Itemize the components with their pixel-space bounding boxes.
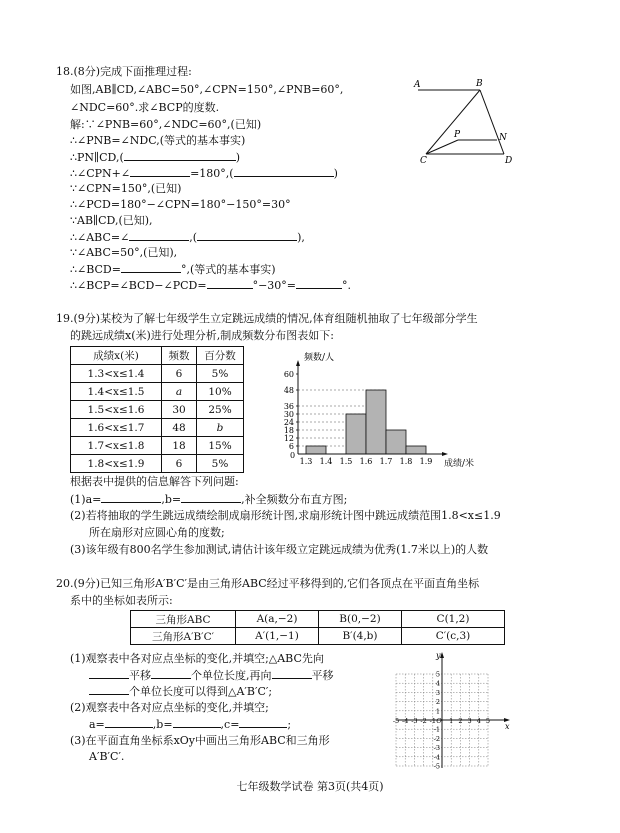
table-header: 百分数 xyxy=(197,347,244,365)
answer-blank[interactable] xyxy=(296,277,342,289)
q18-step4 xyxy=(70,165,338,182)
answer-blank[interactable] xyxy=(151,667,191,679)
segment-cp xyxy=(426,140,458,154)
histogram-bar xyxy=(346,414,366,454)
table-row xyxy=(131,611,505,628)
answer-blank[interactable] xyxy=(101,491,161,503)
table-cell: A′(1,−1) xyxy=(236,628,319,645)
x-tick-label: 1.9 xyxy=(419,457,433,466)
segment-bc xyxy=(426,90,480,154)
table-cell: 1.3<x≤1.4 xyxy=(71,365,162,383)
table-cell: B(0,−2) xyxy=(319,611,402,628)
q20-part3-line1: (3)在平面直角坐标系xOy中画出三角形ABC和三角形 xyxy=(70,734,330,747)
q18-step8-mid: ,( xyxy=(189,231,198,244)
table-row xyxy=(71,455,244,473)
table-cell: 5% xyxy=(197,455,244,473)
q20-part2-blanks xyxy=(89,716,291,733)
q18-stem-line1: 如图,AB∥CD,∠ABC=50°,∠CPN=150°,∠PNB=60°, xyxy=(70,83,344,96)
answer-blank[interactable] xyxy=(129,229,189,241)
y-tick-label: -5 xyxy=(433,762,440,771)
q20-part1-line1: (1)观察表中各对应点坐标的变化,并填空;△ABC先向 xyxy=(70,652,324,665)
q18-step5: ∵∠CPN=150°,(已知) xyxy=(70,182,182,195)
q20-part1-d: 平移 xyxy=(311,669,334,682)
table-cell: 18 xyxy=(162,437,197,455)
x-tick-label: 4 xyxy=(476,717,481,725)
table-header-row xyxy=(71,347,244,365)
q18-step6: ∴∠PCD=180°−∠CPN=180°−150°=30° xyxy=(70,198,291,211)
label-d: D xyxy=(505,156,513,166)
q18-step4-mid: =180°,( xyxy=(190,167,234,180)
table-cell: C′(c,3) xyxy=(402,628,505,645)
table-cell: 1.8<x≤1.9 xyxy=(71,455,162,473)
x-tick-label: -5 xyxy=(392,717,400,725)
x-tick-label: 5 xyxy=(485,717,491,725)
x-axis-arrow xyxy=(442,452,448,456)
y-tick-label: 1 xyxy=(435,707,440,716)
answer-blank[interactable] xyxy=(105,716,153,728)
q20-part1-line2 xyxy=(89,667,334,684)
q20-stem-line2: 系中的坐标如表所示: xyxy=(70,594,173,607)
table-row xyxy=(71,419,244,437)
table-cell: 5% xyxy=(197,365,244,383)
q18-heading: 18.(8分)完成下面推理过程: xyxy=(56,65,192,78)
x-axis-label: 成绩/米 xyxy=(444,459,475,469)
q20-stem-line1: 20.(9分)已知三角形A′B′C′是由三角形ABC经过平移得到的,它们各顶点在平面直角坐标 xyxy=(56,577,480,590)
q19-frequency-table xyxy=(70,346,244,473)
answer-blank[interactable] xyxy=(197,229,297,241)
q18-geometry-figure xyxy=(412,74,516,166)
label-n: N xyxy=(499,133,507,143)
y-axis-arrow xyxy=(296,360,300,366)
x-tick-label: -2 xyxy=(420,717,427,725)
table-cell: A(a,−2) xyxy=(236,611,319,628)
q18-step11-text: ∴∠BCP=∠BCD−∠PCD= xyxy=(70,279,207,292)
x-tick-label: 2 xyxy=(458,717,463,725)
q20-coordinate-grid xyxy=(390,650,514,774)
q18-step3-tail: ) xyxy=(235,151,241,164)
y-tick-label: 60 xyxy=(284,370,294,379)
q18-step8 xyxy=(70,229,305,246)
answer-blank[interactable] xyxy=(89,683,129,695)
table-cell: 6 xyxy=(162,455,197,473)
answer-blank[interactable] xyxy=(89,667,129,679)
y-origin-label: 0 xyxy=(290,451,296,460)
table-cell: a xyxy=(162,383,197,401)
x-tick-label: O xyxy=(436,717,442,725)
y-tick-label: 24 xyxy=(284,418,294,427)
x-tick-label: -4 xyxy=(402,717,409,725)
x-tick-label: -3 xyxy=(411,717,418,725)
histogram-bar xyxy=(406,446,426,454)
x-tick-label: 1 xyxy=(449,717,454,725)
table-cell: 1.5<x≤1.6 xyxy=(71,401,162,419)
q18-step11-tail: °. xyxy=(342,279,352,292)
y-ticks xyxy=(284,370,298,451)
y-axis-label: 频数/人 xyxy=(304,353,335,363)
q18-step7: ∵AB∥CD,(已知), xyxy=(70,214,153,227)
x-tick-label: 1.4 xyxy=(319,457,333,466)
y-tick-label: 48 xyxy=(284,386,294,395)
q18-step8-text: ∴∠ABC=∠ xyxy=(70,231,130,244)
y-tick-label: -3 xyxy=(433,744,440,753)
q19-part2-line2: 所在扇形对应圆心角的度数; xyxy=(89,526,225,539)
y-tick-label: 36 xyxy=(284,402,294,411)
table-cell: 30 xyxy=(162,401,197,419)
label-a: A xyxy=(414,80,421,90)
table-cell: 10% xyxy=(197,383,244,401)
x-tick-label: 1.8 xyxy=(399,457,413,466)
q18-step11 xyxy=(70,277,351,294)
q19-stem-line2: 的跳远成绩x(米)进行处理分析,制成频数分布图表如下: xyxy=(70,329,334,342)
q20-part2-a: a= xyxy=(89,718,105,731)
y-tick-label: 2 xyxy=(435,698,440,707)
y-axis-arrow xyxy=(440,652,444,658)
answer-blank[interactable] xyxy=(181,491,241,503)
table-cell: b xyxy=(197,419,244,437)
x-tick-label: 1.5 xyxy=(339,457,353,466)
answer-blank[interactable] xyxy=(121,261,181,273)
q19-part2-line1: (2)若将抽取的学生跳远成绩绘制成扇形统计图,求扇形统计图中跳远成绩范围1.8<x≤1.9 xyxy=(70,509,501,522)
label-b: B xyxy=(476,79,483,89)
q18-step1: 解:∵∠PNB=60°,∠NDC=60°,(已知) xyxy=(70,118,262,131)
table-row xyxy=(71,365,244,383)
y-tick-label: -4 xyxy=(433,753,440,762)
answer-blank[interactable] xyxy=(130,165,190,177)
x-tick-labels xyxy=(393,717,490,725)
q18-step10 xyxy=(70,261,276,278)
answer-blank[interactable] xyxy=(239,716,287,728)
x-tick-label: 1.6 xyxy=(359,457,373,466)
table-cell: 25% xyxy=(197,401,244,419)
q18-step11-mid: °−30°= xyxy=(252,279,297,292)
y-tick-label: -2 xyxy=(433,734,440,743)
q18-step9: ∵∠ABC=50°,(已知), xyxy=(70,246,178,259)
answer-blank[interactable] xyxy=(124,149,236,161)
y-tick-label: 3 xyxy=(435,688,440,697)
y-tick-label: 4 xyxy=(435,679,440,688)
y-tick-label: -1 xyxy=(433,725,440,734)
table-row xyxy=(71,401,244,419)
table-cell: 1.6<x≤1.7 xyxy=(71,419,162,437)
table-row xyxy=(71,437,244,455)
histogram-bar xyxy=(366,390,386,454)
q19-instructions: 根据表中提供的信息解答下列问题: xyxy=(70,475,239,488)
histogram-bar xyxy=(386,430,406,454)
q19-stem-line1: 19.(9分)某校为了解七年级学生立定跳远成绩的情况,体育组随机抽取了七年级部分学生 xyxy=(56,312,478,325)
table-cell: 1.4<x≤1.5 xyxy=(71,383,162,401)
table-cell: 1.7<x≤1.8 xyxy=(71,437,162,455)
y-tick-label: 12 xyxy=(284,434,294,443)
table-cell: 三角形A′B′C′ xyxy=(131,628,236,645)
y-axis-name: y xyxy=(436,651,441,660)
q20-part3-line2: A′B′C′. xyxy=(89,750,125,763)
q20-part1-e: 个单位长度可以得到△A′B′C′; xyxy=(129,685,273,698)
q19-part1-c: ,补全频数分布直方图; xyxy=(241,493,348,506)
table-row xyxy=(71,383,244,401)
q18-step4-tail: ) xyxy=(333,167,338,180)
q19-part1-a: (1)a= xyxy=(70,493,102,506)
q20-part1-c: 个单位长度,再向 xyxy=(191,669,272,682)
x-tick-label: 1.3 xyxy=(299,457,313,466)
q18-step2: ∴∠PNB=∠NDC,(等式的基本事实) xyxy=(70,134,246,147)
table-cell: 48 xyxy=(162,419,197,437)
q18-step4-text: ∴∠CPN+∠ xyxy=(70,167,131,180)
table-cell: 三角形ABC xyxy=(131,611,236,628)
y-tick-label: 18 xyxy=(284,426,294,435)
y-tick-label: 30 xyxy=(284,410,294,419)
q20-part2-d: ; xyxy=(287,718,292,731)
q18-step8-tail: ), xyxy=(297,231,305,244)
label-p: P xyxy=(454,130,461,140)
label-c: C xyxy=(420,156,427,166)
answer-blank[interactable] xyxy=(207,277,253,289)
q19-part1 xyxy=(70,491,347,508)
x-tick-label: -1 xyxy=(429,717,436,725)
q19-histogram xyxy=(284,348,516,473)
q19-part3: (3)该年级有800名学生参加测试,请估计该年级立定跳远成绩为优秀(1.7米以上)的人数 xyxy=(70,543,489,556)
x-tick-label: 1.7 xyxy=(379,457,393,466)
page-footer: 七年级数学试卷 第3页(共4页) xyxy=(236,780,384,793)
x-ticks xyxy=(300,457,433,466)
table-row xyxy=(131,628,505,645)
table-cell: 15% xyxy=(197,437,244,455)
q18-step3-text: ∴PN∥CD,( xyxy=(70,151,124,164)
table-cell: C(1,2) xyxy=(402,611,505,628)
y-tick-label: 6 xyxy=(288,442,294,451)
table-header: 频数 xyxy=(162,347,197,365)
segment-bd xyxy=(480,90,504,154)
q20-coordinate-table xyxy=(130,610,505,645)
q20-part1-b: 平移 xyxy=(129,669,151,682)
q20-part2: (2)观察表中各对应点坐标的变化,并填空; xyxy=(70,701,269,714)
q19-part1-b: ,b= xyxy=(161,493,182,506)
q18-step3 xyxy=(70,149,240,166)
table-cell: 6 xyxy=(162,365,197,383)
y-tick-label: 5 xyxy=(435,670,440,679)
x-axis-name: x xyxy=(505,722,510,731)
answer-blank[interactable] xyxy=(272,667,312,679)
q20-part1-line3 xyxy=(89,683,272,700)
q20-part2-b: ,b= xyxy=(152,718,173,731)
q18-stem-line2: ∠NDC=60°.求∠BCP的度数. xyxy=(70,101,220,114)
table-cell: B′(4,b) xyxy=(319,628,402,645)
q20-part2-c: ,c= xyxy=(220,718,240,731)
q18-step10-tail: °,(等式的基本事实) xyxy=(180,263,276,276)
table-header: 成绩x(米) xyxy=(71,347,162,365)
histogram-bar xyxy=(306,446,326,454)
x-tick-label: 3 xyxy=(467,717,472,725)
answer-blank[interactable] xyxy=(173,716,221,728)
q18-step10-text: ∴∠BCD= xyxy=(70,263,121,276)
answer-blank[interactable] xyxy=(234,165,334,177)
